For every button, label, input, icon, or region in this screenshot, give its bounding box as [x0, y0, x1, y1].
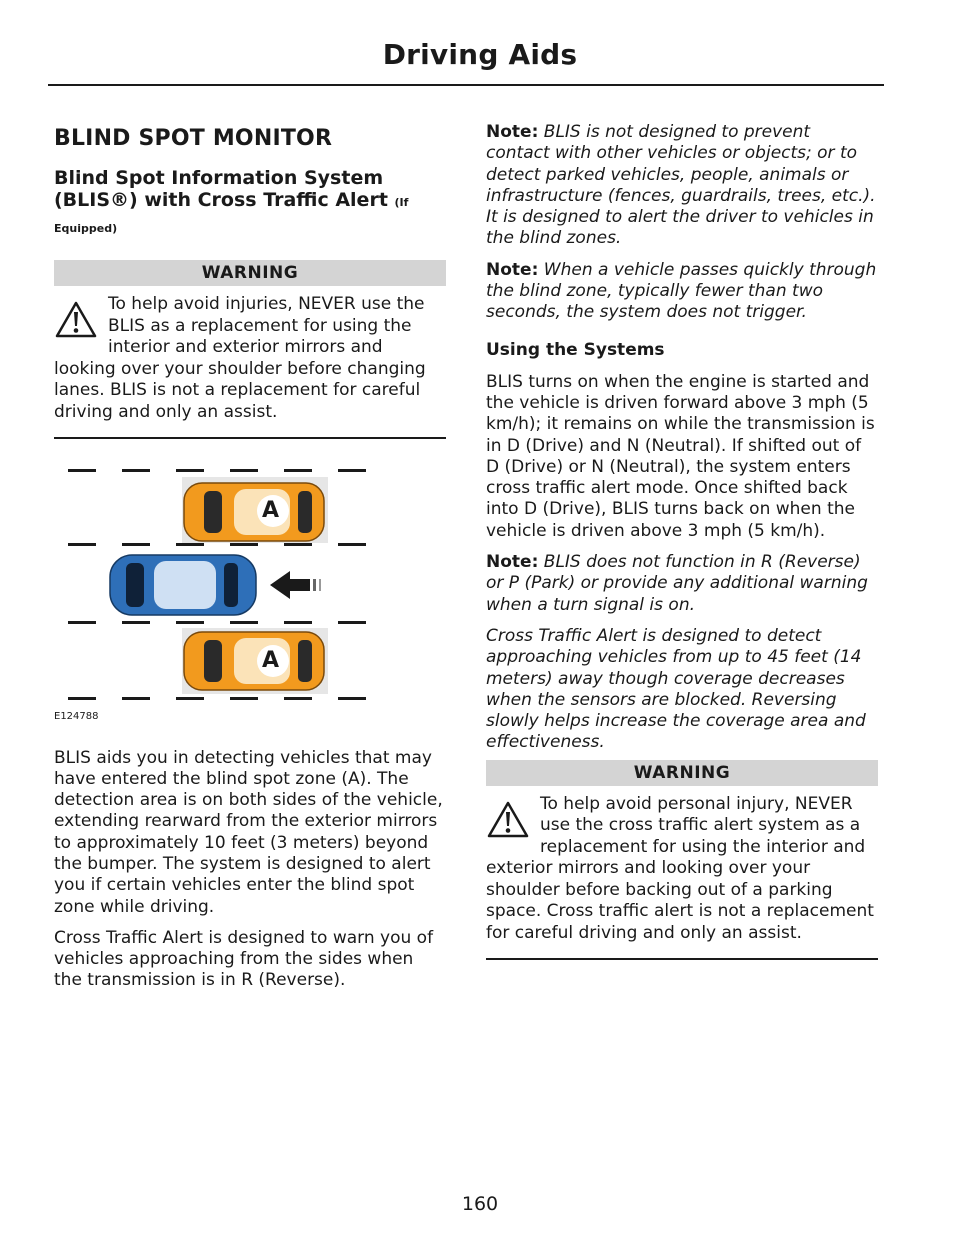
warning-end-rule — [54, 437, 446, 439]
blue-car-center — [110, 555, 256, 615]
note-label: Note: — [486, 259, 539, 280]
header-rule — [48, 84, 884, 86]
zone-label-a-top: A — [262, 497, 280, 523]
paragraph-cross-traffic-range: Cross Traffic Alert is designed to detect approaching vehicles from up to 45 feet (14 meters) away though coverage decreases when the sensors are blocked. Reversing slowly helps increase the coverage area and effectiveness. — [486, 625, 866, 753]
warning-banner-2: WARNING — [486, 760, 878, 786]
orange-car-top — [184, 483, 324, 541]
note-1-text: BLIS is not designed to prevent contact with other vehicles or objects; or to detect parked vehicles, people, animals or infrastructure (fences, guardrails, trees, etc.). It is designed to alert the driver to vehicles in the blind zones. — [486, 122, 876, 249]
warning-end-rule-2 — [486, 958, 878, 960]
note-label: Note: — [486, 552, 539, 573]
sub-title-if: (If — [394, 196, 409, 209]
warning-body-2 — [486, 794, 878, 945]
note-3-text: BLIS does not function in R (Reverse) or P (Park) or provide any additional warning when a turn signal is on. — [486, 552, 868, 615]
figure-code: E124788 — [54, 710, 99, 722]
warning-triangle-icon — [486, 800, 530, 840]
approach-arrow-icon — [270, 571, 321, 599]
sub-title-main: Blind Spot Information System (BLIS®) with Cross Traffic Alert — [54, 167, 388, 211]
blis-diagram — [54, 447, 446, 722]
paragraph-using-systems: BLIS turns on when the engine is started and the vehicle is driven forward above 3 mph (5 km/h); it remains on while the transmission is in D (Drive) and N (Neutral). If shifted out of D (Drive) or N (Neutral), the system enters cross traffic alert mode. Once shifted back into D (Drive), BLIS turns back on when the vehicle is driven above 3 mph (5 km/h). — [486, 371, 875, 541]
blis-diagram-svg — [54, 447, 446, 709]
page-header-title: Driving Aids — [382, 38, 578, 71]
note-2 — [486, 260, 878, 324]
right-column — [486, 122, 878, 960]
using-systems-heading: Using the Systems — [486, 339, 665, 360]
warning-text-2: To help avoid personal injury, NEVER use the cross traffic alert system as a replacement for using the interior and exterior mirrors and looking over your shoulder before backing out of a parking space. Cross traffic alert is not a replacement for careful driving and only an assist. — [486, 793, 874, 943]
paragraph-blis-aids: BLIS aids you in detecting vehicles that may have entered the blind spot zone (A). The detection area is on both sides of the vehicle, extending rearward from the exterior mirrors to approximately 10 feet (3 meters) beyond the bumper. The system is designed to alert you if certain vehicles enter the blind spot zone while driving. — [54, 747, 443, 917]
warning-banner: WARNING — [54, 260, 446, 286]
warning-triangle-icon — [54, 300, 98, 340]
section-title: BLIND SPOT MONITOR — [54, 126, 333, 151]
sub-title-equipped: Equipped) — [54, 222, 118, 235]
warning-text: To help avoid injuries, NEVER use the BLIS as a replacement for using the interior and exterior mirrors and looking over your shoulder before changing lanes. BLIS is not a replacement for careful driving and only an assist. — [54, 294, 426, 422]
sub-title — [54, 167, 446, 240]
note-label: Note: — [486, 122, 539, 142]
warning-body — [54, 294, 446, 423]
left-column — [54, 122, 446, 1002]
paragraph-cross-traffic: Cross Traffic Alert is designed to warn you of vehicles approaching from the sides when the transmission is in R (Reverse). — [54, 927, 434, 991]
orange-car-bottom — [184, 632, 324, 690]
note-3 — [486, 552, 878, 616]
note-2-text: When a vehicle passes quickly through the blind zone, typically fewer than two seconds, the system does not trigger. — [486, 259, 877, 323]
zone-label-a-bottom: A — [262, 647, 280, 673]
note-1 — [486, 122, 878, 250]
page-number: 160 — [461, 1193, 499, 1215]
